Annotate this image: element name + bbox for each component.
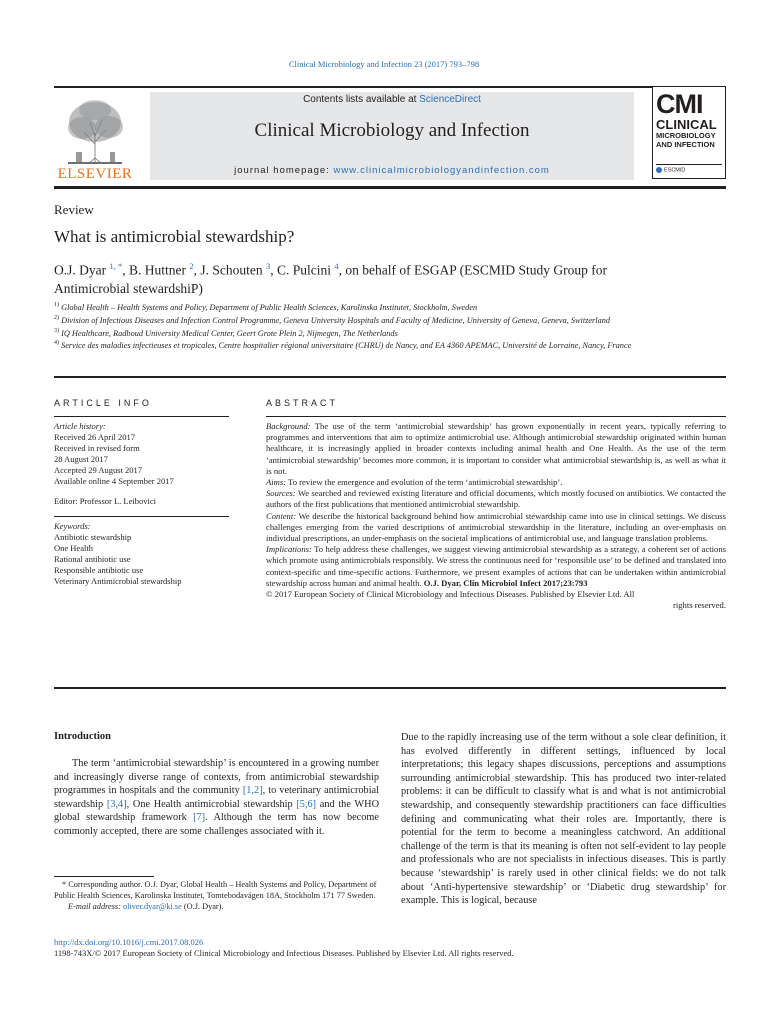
article-type: Review <box>54 202 94 217</box>
footnote-rule <box>54 876 154 877</box>
article-info-rule <box>54 416 229 417</box>
keywords-label: Keywords: <box>54 521 91 531</box>
author-separator: , <box>122 262 129 278</box>
affiliations <box>54 300 674 351</box>
cmi-logo-clinical: CLINICAL <box>656 117 717 132</box>
author-affiliation-link[interactable]: 3 <box>266 261 271 271</box>
author-name: J. Schouten <box>200 262 266 278</box>
author-separator: , <box>338 262 346 278</box>
journal-homepage-link[interactable]: www.clinicalmicrobiologyandinfection.com <box>333 165 550 176</box>
abstract-rights: rights reserved. <box>673 600 726 611</box>
cmi-logo-subtitle <box>656 131 724 149</box>
doi-link[interactable]: http://dx.doi.org/10.1016/j.cmi.2017.08.026 <box>54 937 204 947</box>
keyword-item: Antibiotic stewardship <box>54 532 132 542</box>
cmi-logo-subline: AND INFECTION <box>656 140 715 149</box>
escmid-icon <box>656 167 662 173</box>
masthead-bottom-rule <box>54 186 726 189</box>
abstract-section <box>266 421 726 477</box>
keyword-item: Rational antibiotic use <box>54 554 131 564</box>
keyword-item: Responsible antibiotic use <box>54 565 144 575</box>
abstract-section-text: The use of the term ‘antimicrobial stewardship’ has grown exponentially in recent years, typically referring to programmes and interventions that aim to optimize antimicrobial use. Although antimicrobial stewardship originated within human healthcare, it is increasingly applied in broader contexts including animal health and One Health. As the use of the term ‘antimicrobial stewardship’ becomes more common, it is important to consider what antimicrobial stewardship is, as well as what it is not. <box>266 421 726 476</box>
affiliation-item <box>54 338 674 351</box>
abstract-section-label: Content: <box>266 510 297 521</box>
author-separator: , <box>270 262 277 278</box>
reference-link[interactable]: [7] <box>193 812 206 824</box>
abstract-heading: ABSTRACT <box>266 398 339 408</box>
reference-link[interactable]: [1,2] <box>242 785 263 797</box>
body-right-column: Due to the rapidly increasing use of the term without a sole clear definition, it has evolved differently in different settings, influenced by local interpretations; this legacy shapes discussions, perceptions and assumptions surrounding antimicrobial stewardship. This has produced two inter-related problems: it can be difficult to classify what is and what is not antimicrobial stewardship, and consequently stewardship practitioners can face difficulties defining and communicating what their roles are. Importantly, there is potential for the term to become a meaningless catchword. An additional challenge of the term is that its meaning is often not self-evident to lay people and professionals who are not specialists in infectious diseases. This is partly because ‘stewardship’ is rarely used in other clinical fields: we do not talk about ‘Anti-hypertensive stewardship’ or ‘Diabetic drug stewardship’ for example. This is logical, because <box>401 732 726 907</box>
contents-line <box>150 94 634 105</box>
keywords <box>54 521 229 587</box>
article-title: What is antimicrobial stewardship? <box>54 227 295 246</box>
affiliation-text: Division of Infectious Diseases and Infection Control Programme, Geneva University Hospitals and Faculty of Medicine, University of Geneva, Geneva, Switzerland <box>59 315 611 325</box>
abstract-section <box>266 544 726 589</box>
reference-link[interactable]: [3,4] <box>106 798 127 810</box>
abstract-citation: O.J. Dyar, Clin Microbiol Infect 2017;23:793 <box>423 577 588 588</box>
affiliation-number: 4) <box>54 340 59 347</box>
keyword-item: Veterinary Antimicrobial stewardship <box>54 576 182 586</box>
editor-line: Editor: Professor L. Leibovici <box>54 496 156 506</box>
escmid-badge-text: ESCMID <box>664 167 686 174</box>
history-entry: Received 26 April 2017 <box>54 432 135 442</box>
abstract-section-text: To help address these challenges, we suggest viewing antimicrobial stewardship as a strategy, a coherent set of actions which promote using antimicrobials responsibly. We stress the continuous need for ‘responsible use’ to be defined and translated into context-specific and time-specific actions. Furthermore, we present examples of actions that can be undertaken within antimicrobial stewardship across human and animal health. <box>266 544 726 588</box>
issn-line: 1198-743X/© 2017 European Society of Clinical Microbiology and Infectious Diseases. Published by Elsevier Ltd. All rights reserved. <box>54 948 514 958</box>
keyword-item: One Health <box>54 543 93 553</box>
history-entry: Accepted 29 August 2017 <box>54 465 143 475</box>
author-affiliation-link[interactable]: 2 <box>189 261 194 271</box>
keywords-rule <box>54 516 229 517</box>
body-text: and the WHO global stewardship framework <box>54 798 380 824</box>
running-head: Clinical Microbiology and Infection 23 (2017) 793‒798 <box>288 59 480 69</box>
cmi-logo-subline: MICROBIOLOGY <box>656 131 716 140</box>
abstract-section-label: Sources: <box>266 488 296 499</box>
reference-link[interactable]: [5,6] <box>296 798 317 810</box>
email-suffix: (O.J. Dyar). <box>181 901 224 911</box>
abstract-section <box>266 488 726 510</box>
body-text: The term ‘antimicrobial stewardship’ is encountered in a growing number and increasingly diverse range of contexts, from antimicrobial stewardship programmes in hospitals and the community <box>54 758 379 797</box>
corresponding-author: * Corresponding author. O.J. Dyar, Global Health – Health Systems and Policy, Department of Public Health Sciences, Karolinska Institutet, Tomtebodavägen 18A, Stockholm 171 77 Sweden. <box>54 880 377 900</box>
affiliation-item <box>54 313 674 326</box>
abstract-section-label: Aims: <box>266 477 287 488</box>
author-group: on behalf of ESGAP (ESCMID Study Group for Antimicrobial stewardshiP) <box>54 262 607 296</box>
email-line <box>54 902 379 913</box>
sciencedirect-link[interactable]: ScienceDirect <box>419 94 481 105</box>
affiliation-number: 2) <box>54 314 59 321</box>
history-entry: Received in revised form <box>54 443 140 453</box>
abstract-body <box>266 421 726 611</box>
abstract-rule <box>266 416 726 417</box>
body-left-column <box>54 757 379 839</box>
abstract-section-text: To review the emergence and evolution of the term ‘antimicrobial stewardship’. <box>286 477 563 488</box>
author-affiliation-link[interactable]: 1, * <box>109 261 123 271</box>
body-text: , One Health antimicrobial stewardship <box>126 798 297 810</box>
affiliation-item <box>54 326 674 339</box>
corresponding-footnote <box>54 880 379 912</box>
author-name: C. Pulcini <box>277 262 335 278</box>
abstract-section-label: Implications: <box>266 544 312 555</box>
affiliation-number: 3) <box>54 327 59 334</box>
body-text: . Although the term has now become commonly accepted, there are some challenges associated with it. <box>54 812 379 837</box>
elsevier-logo-text: ELSEVIER <box>57 166 133 182</box>
abstract-section <box>266 511 726 545</box>
author-list <box>54 257 674 298</box>
author-affiliation-link[interactable]: 4 <box>334 261 339 271</box>
homepage-line <box>150 165 634 176</box>
affiliation-text: Service des maladies infectieuses et tropicales, Centre hospitalier régional universitaire (CHRU) de Nancy, and EA 4360 APEMAC, Université de Lorraine, Nancy, France <box>59 341 632 351</box>
abstract-section-label: Background: <box>266 421 311 431</box>
journal-title: Clinical Microbiology and Infection <box>254 120 530 141</box>
author-name: B. Huttner <box>129 262 190 278</box>
cmi-logo-big: CMI <box>656 89 703 119</box>
contents-prefix: Contents lists available at <box>303 94 420 105</box>
article-history-label: Article history: <box>54 421 106 431</box>
email-link[interactable]: oliver.dyar@ki.se <box>123 901 182 911</box>
article-info-heading: ARTICLE INFO <box>54 398 152 408</box>
abstract-section-text: We searched and reviewed existing literature and official documents, which mostly focused on antibiotics. We contacted the authors of the first publications that mentioned antimicrobial stewardship. <box>266 488 726 510</box>
history-entry: 28 August 2017 <box>54 454 108 464</box>
masthead-top-rule <box>54 86 726 88</box>
article-history <box>54 421 229 487</box>
affiliation-text: Global Health – Health Systems and Policy, Department of Public Health Sciences, Karolinska Institutet, Stockholm, Sweden <box>59 302 478 312</box>
author-name: O.J. Dyar <box>54 262 110 278</box>
abstract-section <box>266 477 726 488</box>
affiliation-item <box>54 300 674 313</box>
abstract-section-text: We describe the historical background behind how antimicrobial stewardship came into use in clinical settings. We discuss challenges emerging from the varied descriptions of antimicrobial stewardship in the literature, including an over-emphasis on individual prescriptions, an under-emphasis on the societal implications of antimicrobial use, and language translation problems. <box>266 510 726 544</box>
author-separator: , <box>193 262 201 278</box>
body-text: , to veterinary antimicrobial stewardship <box>54 785 379 810</box>
abstract-divider <box>54 687 726 689</box>
abstract-copyright: © 2017 European Society of Clinical Microbiology and Infectious Diseases. Published by Elsevier Ltd. All <box>266 589 635 600</box>
history-entry: Available online 4 September 2017 <box>54 476 174 486</box>
introduction-heading: Introduction <box>54 731 111 742</box>
affiliation-text: IQ Healthcare, Radboud University Medical Center, Geert Grote Plein 2, Nijmegen, The Netherlands <box>59 328 398 338</box>
header-divider <box>54 376 726 378</box>
escmid-badge <box>656 164 722 176</box>
email-label: E-mail address: <box>68 901 121 911</box>
homepage-prefix: journal homepage: <box>234 165 334 176</box>
affiliation-number: 1) <box>54 302 59 308</box>
